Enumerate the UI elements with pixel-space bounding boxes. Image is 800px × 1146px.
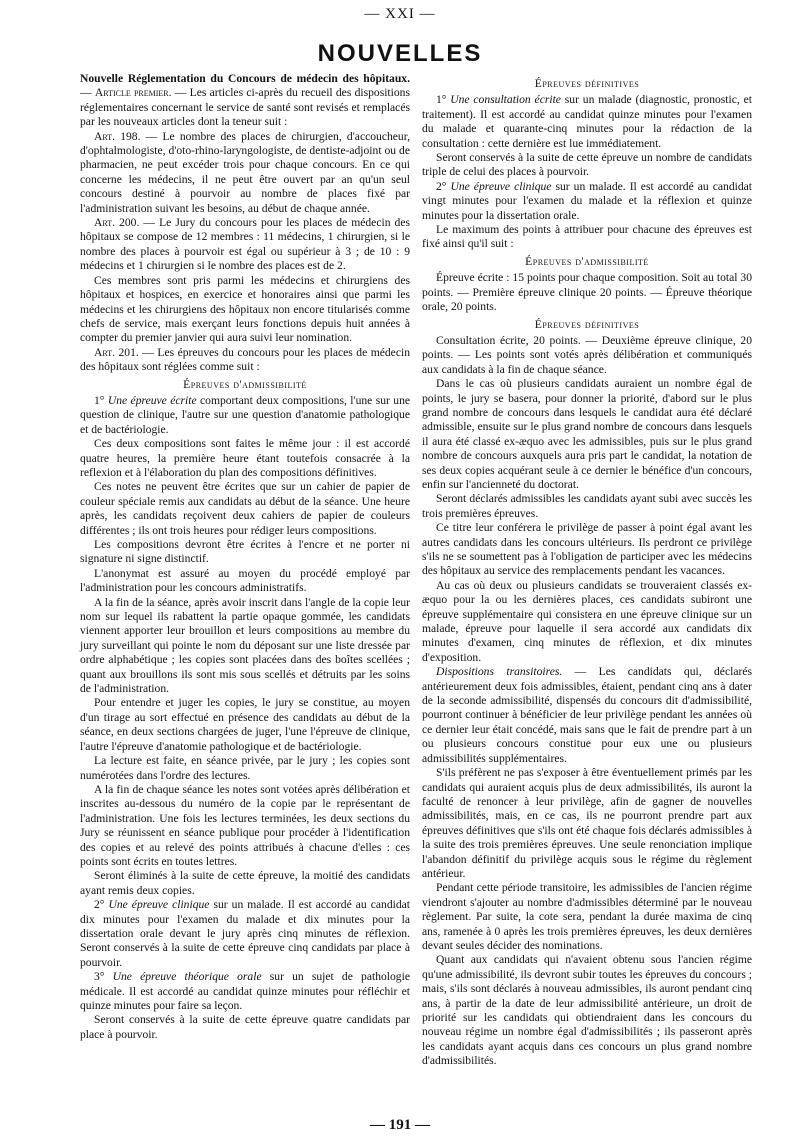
definitive-clinique-paragraph: [422, 180, 752, 223]
anonymat-paragraph: L'anonymat est assuré au moyen du procédé employé par l'administration pour les concours administratifs.: [80, 566, 410, 595]
art200-label: Art. 200.: [94, 216, 140, 230]
epreuve-1-number: 1°: [94, 393, 108, 407]
epreuve-ecrite-paragraph: [80, 394, 410, 437]
art198-paragraph: [80, 130, 410, 216]
article-premier-label: Article premier.: [94, 86, 172, 100]
compositions-paragraph: Ces deux compositions sont faites le même jour : il est accordé quatre heures, la première heure étant toutefois consacrée à la reflexion et à l'élaboration du plan des compositions définitives.: [80, 437, 410, 479]
right-column: [422, 74, 752, 1069]
exposer-paragraph: S'ils préfèrent ne pas s'exposer à être éventuellement primés par les candidats qui auraient acquis plus de deux admissibilités, ils auront la faculté de renoncer à leur privilège, afin de gagner de nouvelles admissibilités, mais, en ce cas, ils ne pourront prendre part aux épreuves définitives que s'ils ont été chaque fois déclarés admissibles à la suite des trois premières épreuves. Une seule renonciation implique l'abandon définitif du privilège acquis sous le régime du règlement antérieur.: [422, 766, 752, 880]
epreuve-3-number: 3°: [94, 970, 113, 984]
section-heading-admissibilite: Épreuves d'admissibilité: [183, 377, 307, 391]
definitive-1-text: sur un malade (diagnostic, pronostic, et traitement). Il est accordé au candidat quinze minutes pour l'examen du malade et quarante-cinq minutes pour la rédaction de la consultation : cette dernière est lue immédiatement.: [422, 93, 752, 150]
epreuve-3-text: sur un sujet de pathologie médicale. Il est accordé au candidat quinze minutes pour réfléchir et quinze minutes pour faire sa leçon.: [80, 970, 410, 1012]
epreuve-theorique-paragraph: [80, 970, 410, 1013]
art198-label: Art. 198.: [94, 129, 141, 143]
admissibles-paragraph: Seront déclarés admissibles les candidats ayant subi avec succès les trois premières épreuves.: [422, 492, 752, 520]
epreuve-clinique-paragraph: [80, 898, 410, 970]
definitive-2-title: Une épreuve clinique: [450, 179, 552, 193]
epreuve-2-title: Une épreuve clinique: [108, 898, 210, 912]
juger-paragraph: Pour entendre et juger les copies, le jury se constitue, au moyen d'un tirage au sort effectué en présence des candidats au début de la séance, en deux sections chargées de juger, l'une l'épreuve de clinique, l'autre l'épreuve d'anatomie pathologique et de bactériologie.: [80, 696, 410, 753]
page-number: — 191 —: [370, 1117, 430, 1133]
quant-paragraph: Quant aux candidats qui n'avaient obtenu sous l'ancien régime qu'une admissibilité, ils devront subir toutes les épreuves du concours ; mais, s'ils sont déclarés à nouveau admissibles, ils auront pendant cinq ans, à partir de la date de leur admissibilité antérieure, un droit de priorité sur les candidats qui obtiendraient dans les concours du nouveau régime un nombre égal d'admissibilités ; ils passeront après les candidats ayant acquis dans ces concours un plus grand nombre d'admissibilités.: [422, 953, 752, 1068]
epreuve-2-text: sur un malade. Il est accordé au candidat dix minutes pour l'examen du malade et dix minutes pour la dissertation orale devant le jury après cinq minutes de réflexion. Seront conservés à la suite de cette épreuve cinq candidats par place à pourvoir.: [80, 898, 410, 969]
section-title: NOUVELLES: [317, 40, 483, 67]
article-intro-paragraph: [80, 72, 410, 130]
epreuve-3-title: Une épreuve théorique orale: [112, 970, 262, 984]
maximum-paragraph: Le maximum des points à attribuer pour chacune des épreuves est fixé ainsi qu'il suit :: [422, 223, 752, 251]
points-admissibilite-paragraph: Épreuve écrite : 15 points pour chaque composition. Soit au total 30 points. — Première épreuve clinique 20 points. — Épreuve théorique orale, 20 points.: [422, 271, 752, 314]
section-heading-definitives-points: Épreuves définitives: [534, 317, 640, 331]
points-definitives-paragraph: Consultation écrite, 20 points. — Deuxième épreuve clinique, 20 points. — Les points sont votés après délibération et communiqués aux candidats à la fin de chaque séance.: [422, 333, 752, 376]
epreuve-2-number: 2°: [94, 898, 109, 912]
section-heading-admissibilite-points: Épreuves d'admissibilité: [525, 254, 649, 268]
heading-separator: —: [80, 86, 95, 100]
left-column: [80, 72, 410, 1042]
triple-paragraph: Seront conservés à la suite de cette épreuve un nombre de candidats triple de celui des places à pourvoir.: [422, 151, 752, 179]
consultation-ecrite-paragraph: [422, 93, 752, 151]
egalite-paragraph: Dans le cas où plusieurs candidats auraient un nombre égal de points, le jury se basera, pour donner la priorité, d'abord sur le plus grand nombre de concours dans lesquels le candidat aura été déclaré admissible, ensuite sur le plus grand nombre de concours dans lesquels il aura été classé ex-æquo avec les admissibles, puis sur le plus grand nombre de concours auxquels aura pris part le candidat, la notation de ses deux copies acquérant seule à ce dernier le bénéfice d'un concours, enfin sur l'ancienneté du doctorat.: [422, 377, 752, 491]
dispositions-title: Dispositions transitoires.: [436, 665, 563, 679]
titre-paragraph: Ce titre leur conférera le privilège de passer à point égal avant les autres candidats dans les concours ultérieurs. Ils perdront ce privilège s'ils ne se soumettent pas à l'obligation de participer avec les médecins des hôpitaux au service des remplacements pendant les vacances.: [422, 521, 752, 578]
definitive-1-title: Une consultation écrite: [450, 93, 561, 107]
dispositions-text: — Les candidats qui, déclarés antérieurement deux fois admissibles, étaient, pendant cinq ans à dater de la seconde admissibilité, dispensés du concours dit d'admissibilité, pourront continuer à bénéficier de leur privilège pendant les années où ce dernier leur était concédé, mais sans que le fait de prendre part à un ou plusieurs concours constitue pour eux une ou plusieurs admissibilités supplémentaires.: [422, 665, 752, 765]
art200-text: — Le Jury du concours pour les places de médecin des hôpitaux se compose de 12 membres : 11 médecins, 1 chirurgien, si le nombre des places à pourvoir est égal ou supérieur à 3 ; de 10 : 9 médecins et 1 chirurgien si le nombre des places est de 2.: [80, 216, 411, 273]
art198-text: — Le nombre des places de chirurgien, d'accoucheur, d'ophtalmologiste, d'oto-rhino-laryngologiste, de dentiste-adjoint ou de pharmacien, ne peut excéder trois pour chaque concours. En ce qui concerne les médecins, il ne peut être ouvert par an qu'un seul concours destiné à pourvoir au nombre de places fixé par l'administration suivant les besoins, au début de chaque année.: [80, 129, 411, 215]
epreuve-1-title: Une épreuve écrite: [107, 393, 197, 407]
article-heading: Nouvelle Réglementation du Concours de médecin des hôpitaux.: [80, 72, 410, 85]
art201-text: — Les épreuves du concours pour les places de médecin des hôpitaux sont réglées comme suit :: [80, 345, 410, 374]
membres-paragraph: Ces membres sont pris parmi les médecins et chirurgiens des hôpitaux et hospices, en exercice et honoraires ainsi que parmi les médecins et les chirurgiens des hôpitaux non encore titularisés comme chefs de service, mais exerçant leurs fonctions depuis huit années à compter du premier janvier qui aura suivi leur nomination.: [80, 273, 410, 345]
dispositions-paragraph: [422, 665, 752, 766]
article-premier-text: — Les articles ci-après du recueil des dispositions réglementaires concernant le service de santé sont revisés et remplacés par les nouveaux articles dont la teneur suit :: [80, 86, 410, 129]
quatre-candidats-paragraph: Seront conservés à la suite de cette épreuve quatre candidats par place à pourvoir.: [80, 1013, 410, 1041]
art201-label: Art. 201.: [94, 345, 139, 359]
page-roman-numeral: — XXI —: [364, 6, 436, 22]
periode-paragraph: Pendant cette période transitoire, les admissibles de l'ancien régime viendront s'ajouter au nombre d'admissibles déterminé par le nouveau règlement. Par suite, la cote sera, pendant la durée maxima de cinq ans, ramenée à 0 après les trois premières épreuves, les deux dernières devant seules décider des nominations.: [422, 881, 752, 952]
art200-paragraph: [80, 216, 410, 274]
encre-paragraph: Les compositions devront être écrites à l'encre et ne porter ni signature ni signe distinctif.: [80, 538, 410, 566]
fin-chaque-seance-paragraph: A la fin de chaque séance les notes sont votées après délibération et inscrites au-dessous du numéro de la copie par le représentant de l'administration. Une fois les lectures terminées, les deux sections du Jury se réunissent en séance publique pour procéder à l'identification des copies et au relevé des points attribués à chacune d'elles : ces points sont écrits en toutes lettres.: [80, 782, 410, 868]
notes-paragraph: Ces notes ne peuvent être écrites que sur un cahier de papier de couleur spéciale remis aux candidats au début de la séance. Une heure après, les candidats reçoivent deux cahiers de papier de couleurs différentes ; ils ont trois heures pour rédiger leurs compositions.: [80, 480, 410, 537]
definitive-2-text: sur un malade. Il est accordé au candidat vingt minutes pour l'examen du malade et la réflexion et quinze minutes pour la dissertation orale.: [422, 179, 752, 222]
elimines-paragraph: Seront éliminés à la suite de cette épreuve, la moitié des candidats ayant remis deux copies.: [80, 869, 410, 897]
art201-paragraph: [80, 346, 410, 375]
definitive-1-number: 1°: [436, 93, 451, 107]
exaequo-paragraph: Au cas où deux ou plusieurs candidats se trouveraient classés ex-æquo pour la ou les dernières places, ces candidats subiront une épreuve supplémentaire qui consistera en une épreuve clinique sur un malade, épreuve pour laquelle il sera accordé aux candidats dix minutes d'examen, cinq minutes de réflexion, et dix minutes d'exposition.: [422, 578, 752, 664]
fin-seance-paragraph: A la fin de la séance, après avoir inscrit dans l'angle de la copie leur nom sur lequel ils rabattent la partie opaque gommée, les candidats viennent apporter leur brouillon et leurs compositions au membre du jury surveillant qui pointe le nom du déposant sur une liste dressée par ordre alphabétique ; les copies sont placées dans des boîtes scellées ; quant aux brouillons ils sont mis sous scellés et détruits par les soins de l'administration.: [80, 595, 410, 696]
definitive-2-number: 2°: [436, 179, 451, 193]
epreuve-1-text: comportant deux compositions, l'une sur une question de clinique, l'autre sur une question d'anatomie pathologique et de bactériologie.: [80, 393, 411, 436]
lecture-paragraph: La lecture est faite, en séance privée, par le jury ; les copies sont numérotées dans l'ordre des lectures.: [80, 754, 410, 782]
section-heading-definitives: Épreuves définitives: [534, 77, 640, 90]
